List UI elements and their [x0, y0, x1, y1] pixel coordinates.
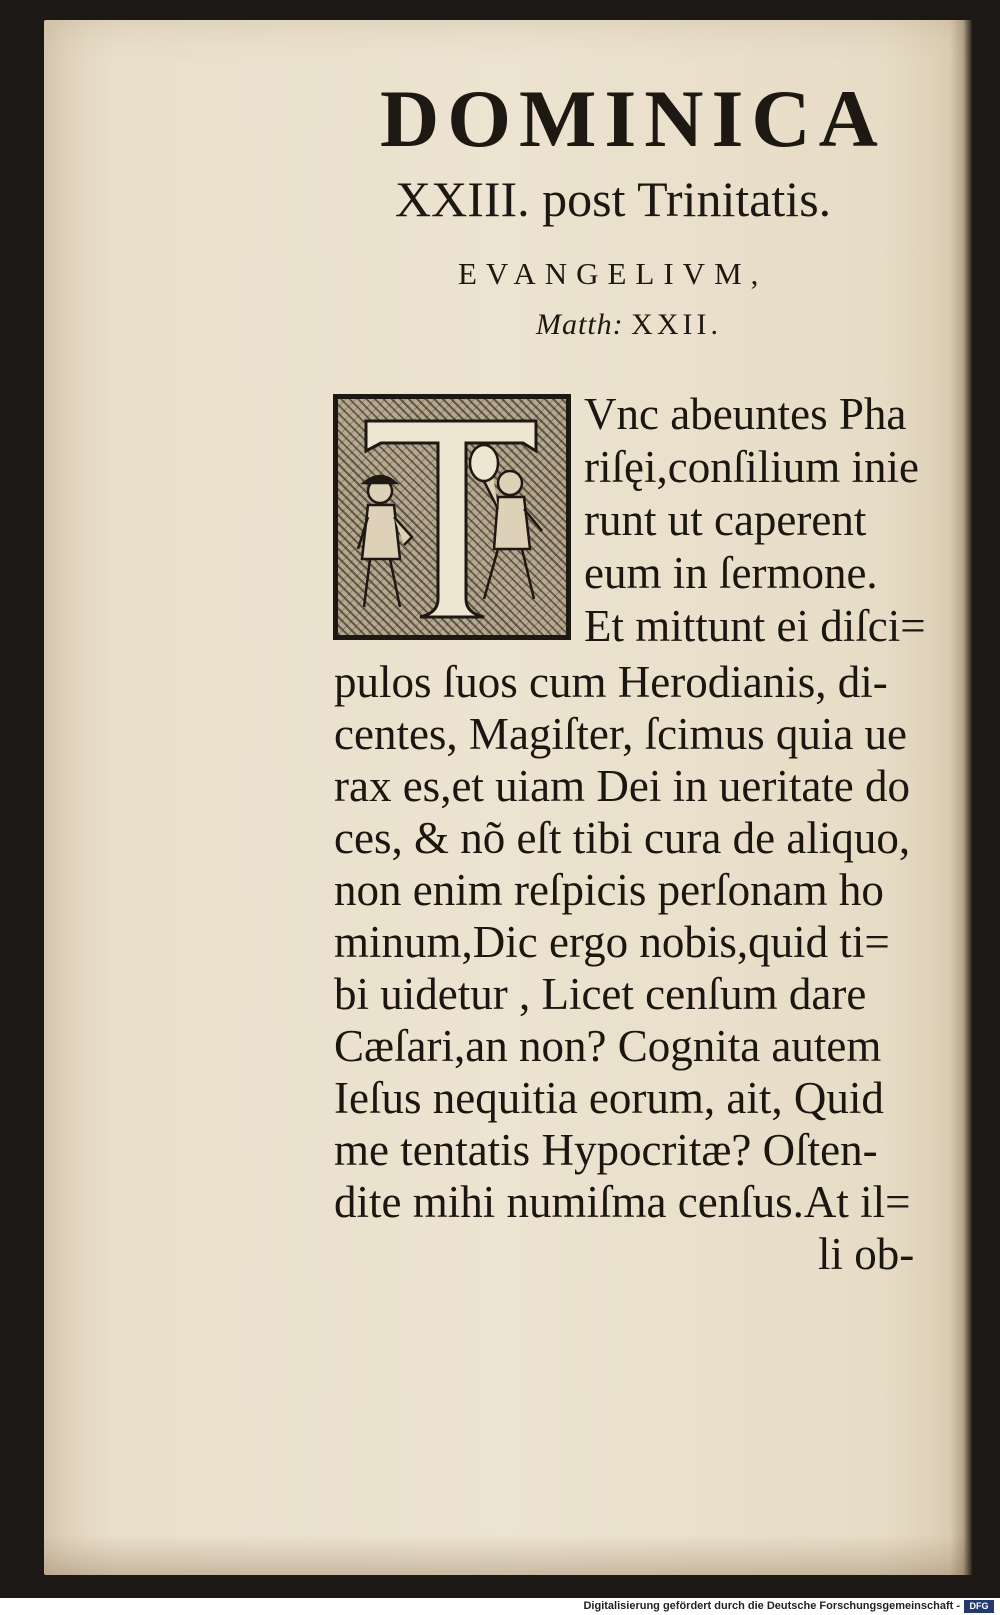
text-line: Et mittunt ei diſci= [584, 601, 926, 651]
text-line: Ieſus nequitia eorum, ait, Quid [334, 1073, 884, 1123]
page-subtitle: XXIII. post Trinitatis. [395, 171, 832, 227]
text-line: centes, Magiſter, ſcimus quia ue [334, 709, 908, 759]
text-line: rax es,et uiam Dei in ueritate do [334, 761, 911, 811]
text-line: riſęi,conſilium inie [584, 442, 919, 492]
text-line: Vnc abeuntes Pha [584, 389, 907, 439]
dfg-logo: DFG [964, 1600, 994, 1613]
text-line: dite mihi numiſma cenſus.At il= [334, 1177, 911, 1227]
text-line: minum,Dic ergo nobis,quid ti= [334, 917, 890, 967]
reference-book: Matth: [536, 308, 624, 341]
section-heading: EVANGELIVM, [458, 256, 768, 291]
text-line: ces, & nõ eſt tibi cura de aliquo, [334, 813, 911, 863]
text-line: bi uidetur , Licet cenſum dare [334, 969, 867, 1019]
page-title: DOMINICA [380, 73, 886, 164]
text-line: me tentatis Hypocritæ? Oſten- [334, 1125, 878, 1175]
funding-credit: Digitalisierung gefördert durch die Deutsche Forschungsgemeinschaft - [583, 1600, 960, 1612]
text-line: non enim reſpicis perſonam ho [334, 865, 884, 915]
catchword: li ob- [818, 1229, 915, 1279]
reference-chapter: XXII. [631, 308, 722, 341]
text-line: runt ut caperent [584, 495, 867, 545]
text-line: pulos ſuos cum Herodianis, di- [334, 657, 888, 707]
text-line: eum in ſermone. [584, 548, 878, 598]
text-line: Cæſari,an non? Cognita autem [334, 1021, 882, 1071]
